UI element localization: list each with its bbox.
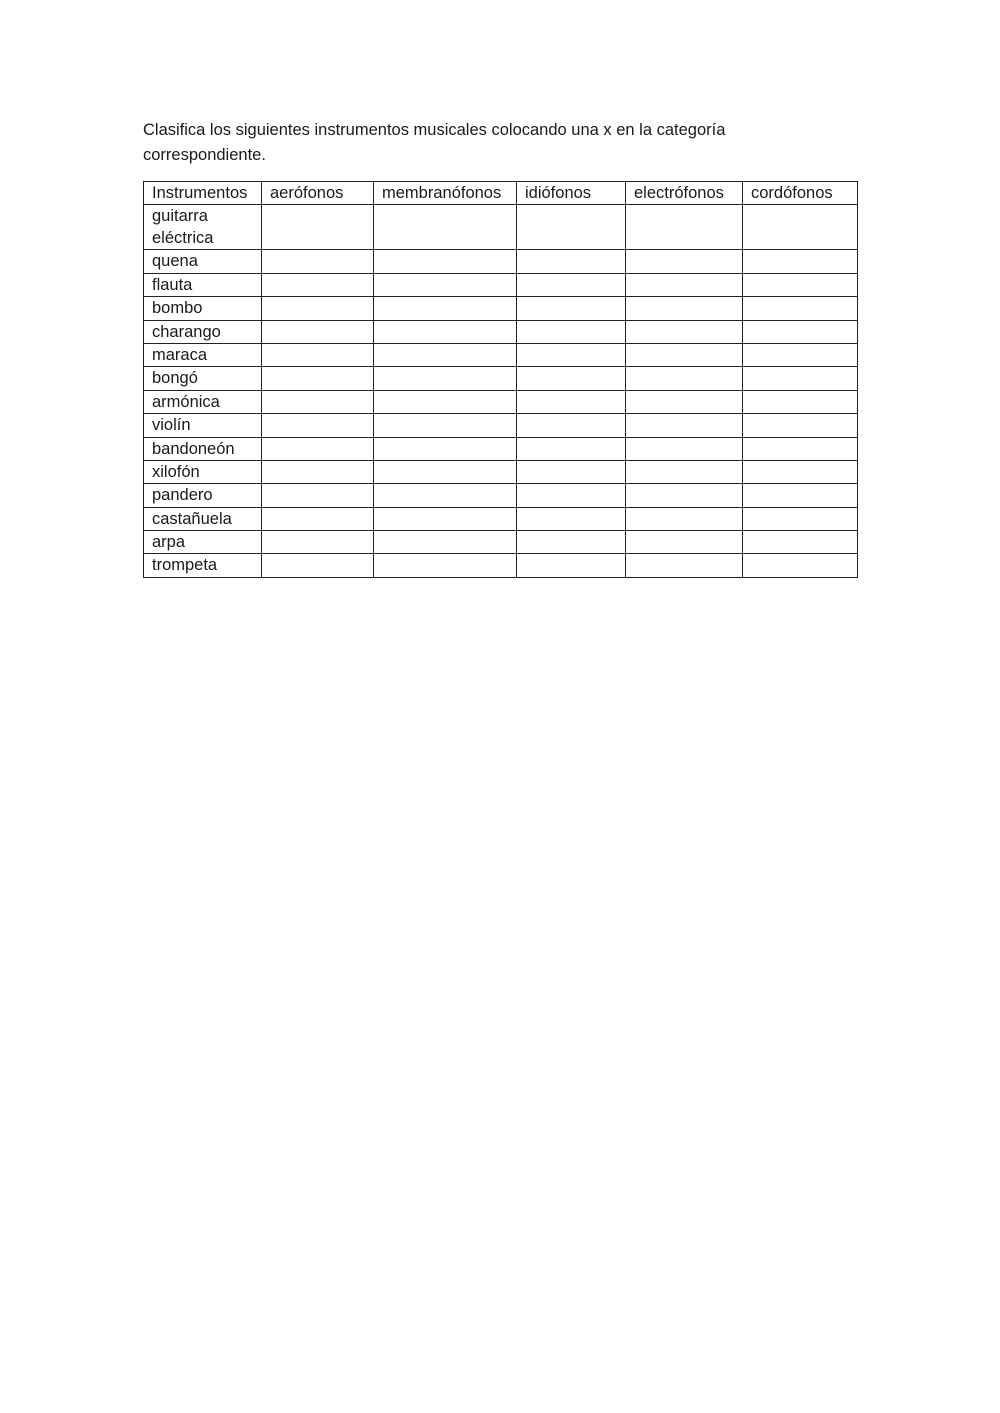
- table-row: [144, 320, 858, 343]
- answer-cell-aerofonos[interactable]: [262, 414, 374, 437]
- answer-cell-aerofonos[interactable]: [262, 205, 374, 250]
- classification-table: [143, 181, 858, 578]
- header-membranofonos: membranófonos: [374, 182, 517, 205]
- answer-cell-electrofonos[interactable]: [626, 250, 743, 273]
- answer-cell-membranofonos[interactable]: [374, 205, 517, 250]
- answer-cell-electrofonos[interactable]: [626, 507, 743, 530]
- answer-cell-aerofonos[interactable]: [262, 343, 374, 366]
- instrument-name: violín: [144, 414, 262, 437]
- answer-cell-membranofonos[interactable]: [374, 484, 517, 507]
- instrument-name: bombo: [144, 297, 262, 320]
- answer-cell-idiofonos[interactable]: [517, 367, 626, 390]
- table-row: [144, 437, 858, 460]
- answer-cell-aerofonos[interactable]: [262, 250, 374, 273]
- answer-cell-membranofonos[interactable]: [374, 250, 517, 273]
- instrument-name: xilofón: [144, 460, 262, 483]
- answer-cell-membranofonos[interactable]: [374, 531, 517, 554]
- answer-cell-aerofonos[interactable]: [262, 507, 374, 530]
- answer-cell-electrofonos[interactable]: [626, 460, 743, 483]
- answer-cell-aerofonos[interactable]: [262, 460, 374, 483]
- instrument-name: pandero: [144, 484, 262, 507]
- answer-cell-electrofonos[interactable]: [626, 320, 743, 343]
- header-cordofonos: cordófonos: [743, 182, 858, 205]
- table-row: [144, 460, 858, 483]
- instrument-name: quena: [144, 250, 262, 273]
- answer-cell-cordofonos[interactable]: [743, 484, 858, 507]
- answer-cell-cordofonos[interactable]: [743, 437, 858, 460]
- answer-cell-cordofonos[interactable]: [743, 554, 858, 577]
- answer-cell-electrofonos[interactable]: [626, 367, 743, 390]
- table-row: [144, 390, 858, 413]
- table-row: [144, 507, 858, 530]
- answer-cell-cordofonos[interactable]: [743, 343, 858, 366]
- answer-cell-aerofonos[interactable]: [262, 554, 374, 577]
- instrument-name: flauta: [144, 273, 262, 296]
- answer-cell-electrofonos[interactable]: [626, 437, 743, 460]
- answer-cell-idiofonos[interactable]: [517, 297, 626, 320]
- instrument-name: arpa: [144, 531, 262, 554]
- table-row: [144, 250, 858, 273]
- answer-cell-idiofonos[interactable]: [517, 554, 626, 577]
- answer-cell-electrofonos[interactable]: [626, 205, 743, 250]
- answer-cell-membranofonos[interactable]: [374, 390, 517, 413]
- answer-cell-idiofonos[interactable]: [517, 484, 626, 507]
- table-row: [144, 343, 858, 366]
- answer-cell-idiofonos[interactable]: [517, 250, 626, 273]
- answer-cell-idiofonos[interactable]: [517, 343, 626, 366]
- header-idiofonos: idiófonos: [517, 182, 626, 205]
- table-row: [144, 273, 858, 296]
- answer-cell-electrofonos[interactable]: [626, 531, 743, 554]
- instrument-name: maraca: [144, 343, 262, 366]
- answer-cell-idiofonos[interactable]: [517, 414, 626, 437]
- answer-cell-cordofonos[interactable]: [743, 507, 858, 530]
- answer-cell-idiofonos[interactable]: [517, 531, 626, 554]
- header-instrumentos: Instrumentos: [144, 182, 262, 205]
- answer-cell-aerofonos[interactable]: [262, 531, 374, 554]
- header-electrofonos: electrófonos: [626, 182, 743, 205]
- instrument-name: guitarra eléctrica: [144, 205, 262, 250]
- answer-cell-aerofonos[interactable]: [262, 367, 374, 390]
- answer-cell-cordofonos[interactable]: [743, 250, 858, 273]
- instrument-name: trompeta: [144, 554, 262, 577]
- instructions-text: Clasifica los siguientes instrumentos musicales colocando una x en la categoría correspondiente.: [143, 121, 726, 164]
- answer-cell-aerofonos[interactable]: [262, 437, 374, 460]
- answer-cell-membranofonos[interactable]: [374, 273, 517, 296]
- table-row: [144, 554, 858, 577]
- answer-cell-idiofonos[interactable]: [517, 320, 626, 343]
- answer-cell-electrofonos[interactable]: [626, 484, 743, 507]
- answer-cell-idiofonos[interactable]: [517, 437, 626, 460]
- answer-cell-electrofonos[interactable]: [626, 297, 743, 320]
- answer-cell-electrofonos[interactable]: [626, 390, 743, 413]
- answer-cell-membranofonos[interactable]: [374, 507, 517, 530]
- answer-cell-cordofonos[interactable]: [743, 390, 858, 413]
- answer-cell-electrofonos[interactable]: [626, 343, 743, 366]
- table-row: [144, 484, 858, 507]
- answer-cell-membranofonos[interactable]: [374, 297, 517, 320]
- answer-cell-membranofonos[interactable]: [374, 460, 517, 483]
- answer-cell-idiofonos[interactable]: [517, 390, 626, 413]
- answer-cell-idiofonos[interactable]: [517, 460, 626, 483]
- answer-cell-cordofonos[interactable]: [743, 460, 858, 483]
- answer-cell-idiofonos[interactable]: [517, 507, 626, 530]
- table-row: [144, 531, 858, 554]
- answer-cell-membranofonos[interactable]: [374, 554, 517, 577]
- answer-cell-cordofonos[interactable]: [743, 205, 858, 250]
- answer-cell-membranofonos[interactable]: [374, 437, 517, 460]
- answer-cell-membranofonos[interactable]: [374, 414, 517, 437]
- table-row: [144, 297, 858, 320]
- answer-cell-aerofonos[interactable]: [262, 390, 374, 413]
- answer-cell-electrofonos[interactable]: [626, 273, 743, 296]
- answer-cell-aerofonos[interactable]: [262, 320, 374, 343]
- answer-cell-idiofonos[interactable]: [517, 205, 626, 250]
- answer-cell-cordofonos[interactable]: [743, 297, 858, 320]
- instrument-name: castañuela: [144, 507, 262, 530]
- answer-cell-membranofonos[interactable]: [374, 343, 517, 366]
- instrument-name: bandoneón: [144, 437, 262, 460]
- answer-cell-aerofonos[interactable]: [262, 484, 374, 507]
- answer-cell-cordofonos[interactable]: [743, 367, 858, 390]
- answer-cell-idiofonos[interactable]: [517, 273, 626, 296]
- answer-cell-cordofonos[interactable]: [743, 531, 858, 554]
- answer-cell-electrofonos[interactable]: [626, 554, 743, 577]
- instrument-name: bongó: [144, 367, 262, 390]
- answer-cell-cordofonos[interactable]: [743, 414, 858, 437]
- answer-cell-membranofonos[interactable]: [374, 320, 517, 343]
- answer-cell-membranofonos[interactable]: [374, 367, 517, 390]
- table-body: [144, 205, 858, 577]
- table-row: [144, 367, 858, 390]
- answer-cell-aerofonos[interactable]: [262, 297, 374, 320]
- instrument-name: charango: [144, 320, 262, 343]
- table-row: [144, 205, 858, 250]
- answer-cell-aerofonos[interactable]: [262, 273, 374, 296]
- header-row: [144, 182, 858, 205]
- instrument-name: armónica: [144, 390, 262, 413]
- answer-cell-cordofonos[interactable]: [743, 320, 858, 343]
- table-row: [144, 414, 858, 437]
- answer-cell-cordofonos[interactable]: [743, 273, 858, 296]
- header-aerofonos: aerófonos: [262, 182, 374, 205]
- answer-cell-electrofonos[interactable]: [626, 414, 743, 437]
